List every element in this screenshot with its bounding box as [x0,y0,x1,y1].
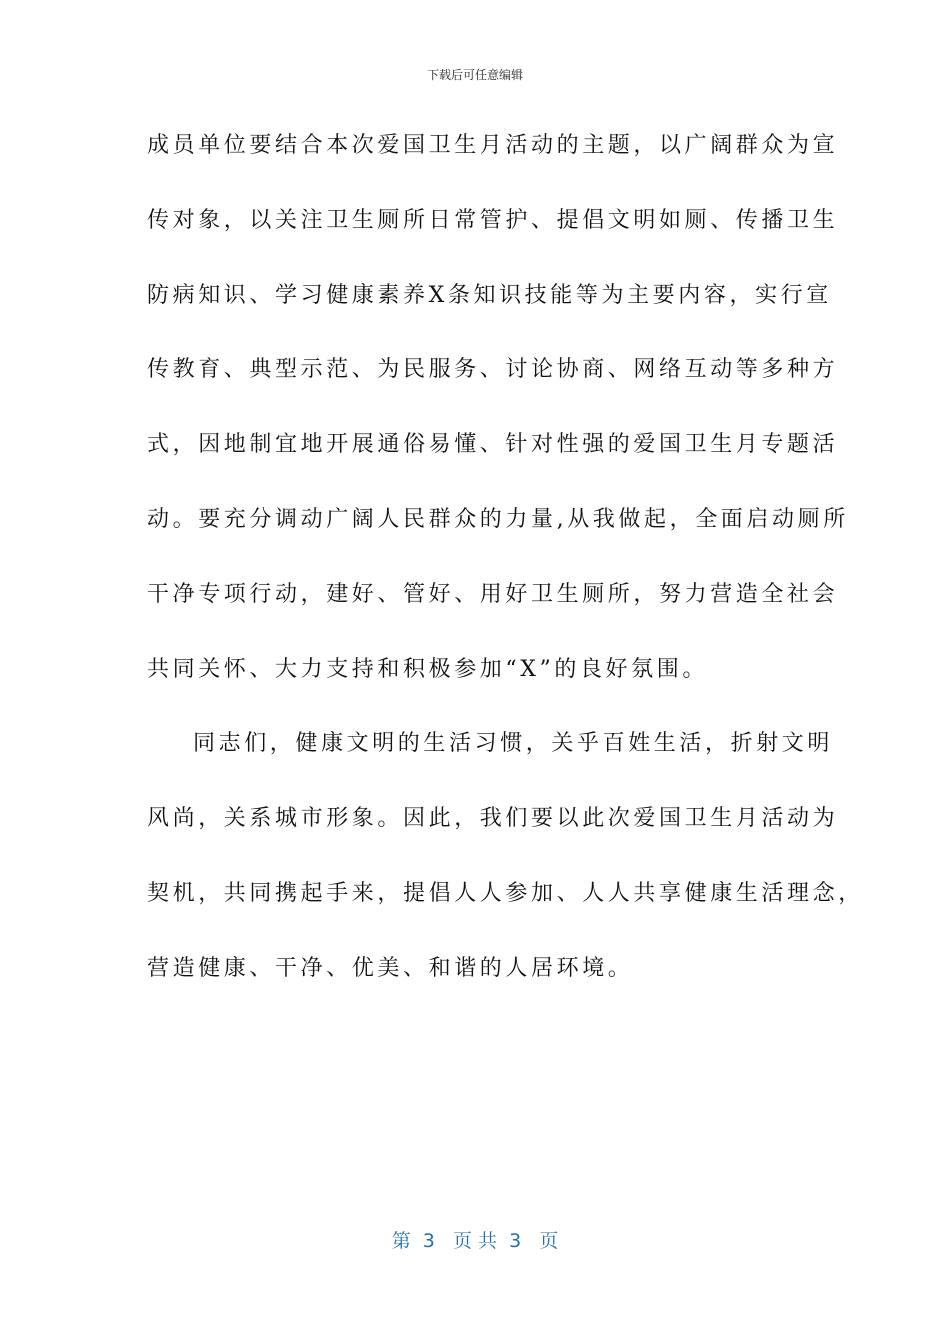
page-header: 下载后可任意编辑 [426,68,523,82]
paragraph-1-line-4: 传教育、典型示范、为民服务、讨论协商、网络互动等多种方 [147,357,839,383]
paragraph-2-line-1: 同志们，健康文明的生活习惯，关乎百姓生活，折射文明 [193,731,834,757]
paragraph-1-line-8: 共同关怀、大力支持和积极参加“X”的良好氛围。 [147,656,708,682]
page-number-footer: 第 3 页 共 3 页 [391,1230,559,1252]
document-body [147,126,864,1024]
paragraph-1-line-2: 传对象，以关注卫生厕所日常管护、提倡文明如厕、传播卫生 [147,207,839,233]
paragraph-1-line-1: 成员单位要结合本次爱国卫生月活动的主题，以广阔群众为宣 [147,133,839,158]
paragraph-1-line-5: 式，因地制宜地开展通俗易懂、针对性强的爱国卫生月专题活 [147,432,839,458]
paragraph-2-line-4: 营造健康、干净、优美、和谐的人居环境。 [147,955,634,981]
paragraph-1-line-6: 动。要充分调动广阔人民群众的力量,从我做起，全面启动厕所 [147,506,849,532]
paragraph-1-line-7: 干净专项行动，建好、管好、用好卫生厕所，努力营造全社会 [147,581,839,607]
paragraph-1-line-3: 防病知识、学习健康素养X条知识技能等为主要内容，实行宣 [147,282,832,308]
paragraph-2-line-2: 风尚，关系城市形象。因此，我们要以此次爱国卫生月活动为 [147,806,839,832]
paragraph-2-line-3: 契机，共同携起手来，提倡人人参加、人人共享健康生活理念， [147,880,864,906]
